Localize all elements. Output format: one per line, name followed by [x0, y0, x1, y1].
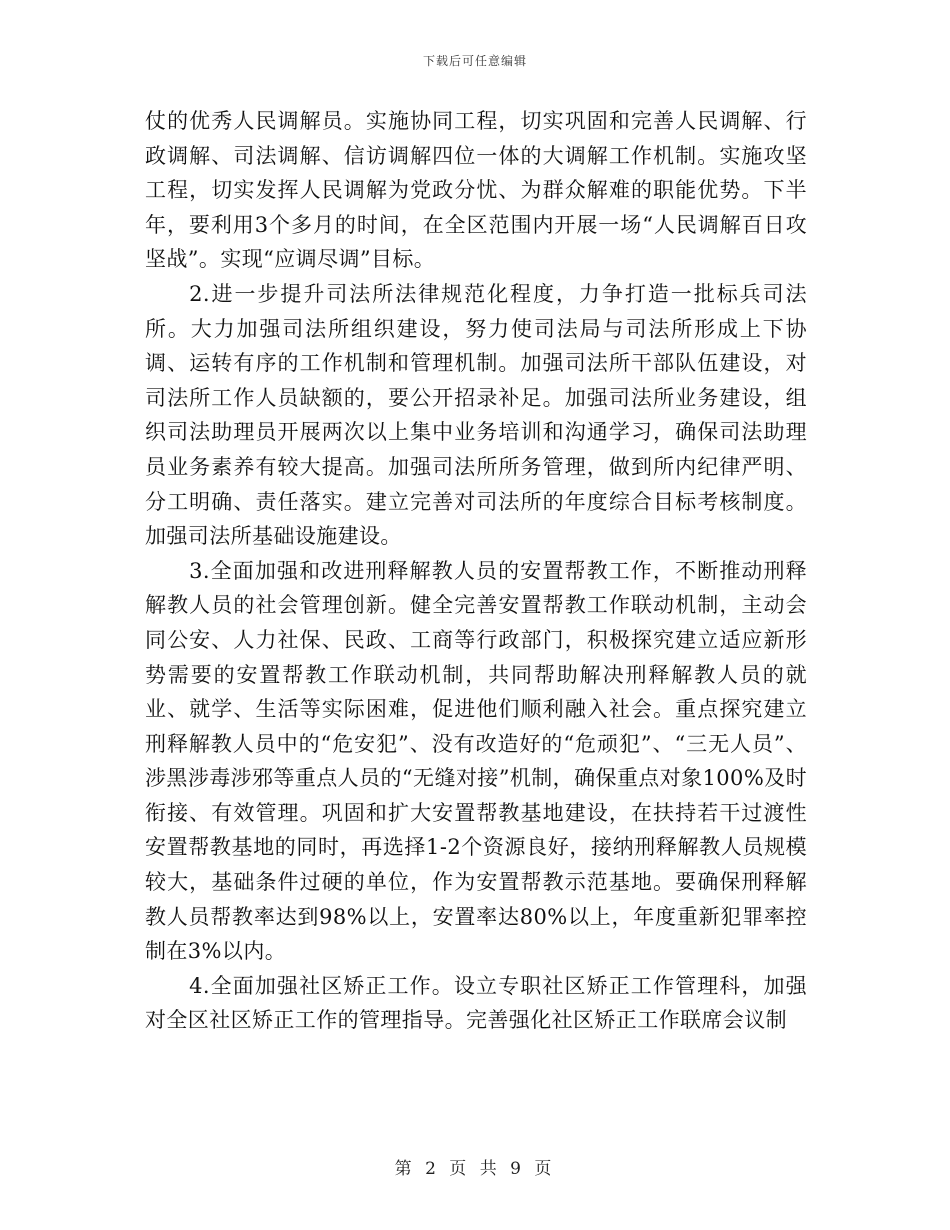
paragraph-2: 2.进一步提升司法所法律规范化程度，力争打造一批标兵司法所。大力加强司法所组织建设，努力使司法局与司法所形成上下协调、运转有序的工作机制和管理机制。加强司法所干部队伍建设，对司法所工作人员缺额的，要公开招录补足。加强司法所业务建设，组织司法助理员开展两次以上集中业务培训和沟通学习，确保司法助理员业务素养有较大提高。加强司法所所务管理，做到所内纪律严明、分工明确、责任落实。建立完善对司法所的年度综合目标考核制度。加强司法所基础设施建设。 — [145, 281, 807, 549]
page-number: 第 2 页 共 9 页 — [394, 1159, 556, 1179]
page-header-note: 下载后可任意编辑 — [422, 54, 527, 68]
paragraph-3: 3.全面加强和改进刑释解教人员的安置帮教工作，不断推动刑释解教人员的社会管理创新。健全完善安置帮教工作联动机制，主动会同公安、人力社保、民政、工商等行政部门，积极探究建立适应新形势需要的安置帮教工作联动机制，共同帮助解决刑释解教人员的就业、就学、生活等实际困难，促进他们顺利融入社会。重点探究建立刑释解教人员中的“危安犯”、没有改造好的“危顽犯”、“三无人员”、涉黑涉毒涉邪等重点人员的“无缝对接”机制，确保重点对象100%及时衔接、有效管理。巩固和扩大安置帮教基地建设，在扶持若干过渡性安置帮教基地的同时，再选择1-2个资源良好，接纳刑释解教人员规模较大，基础条件过硬的单位，作为安置帮教示范基地。要确保刑释解教人员帮教率达到98%以上，安置率达80%以上，年度重新犯罪率控制在3%以内。 — [145, 558, 807, 964]
paragraph-4: 4.全面加强社区矫正工作。设立专职社区矫正工作管理科，加强对全区社区矫正工作的管理指导。完善强化社区矫正工作联席会议制 — [145, 973, 807, 1033]
paragraph-1: 仗的优秀人民调解员。实施协同工程，切实巩固和完善人民调解、行政调解、司法调解、信访调解四位一体的大调解工作机制。实施攻坚工程，切实发挥人民调解为党政分忧、为群众解难的职能优势。下半年，要利用3个多月的时间，在全区范围内开展一场“人民调解百日攻坚战”。实现“应调尽调”目标。 — [145, 109, 807, 272]
document-body — [145, 104, 807, 1038]
